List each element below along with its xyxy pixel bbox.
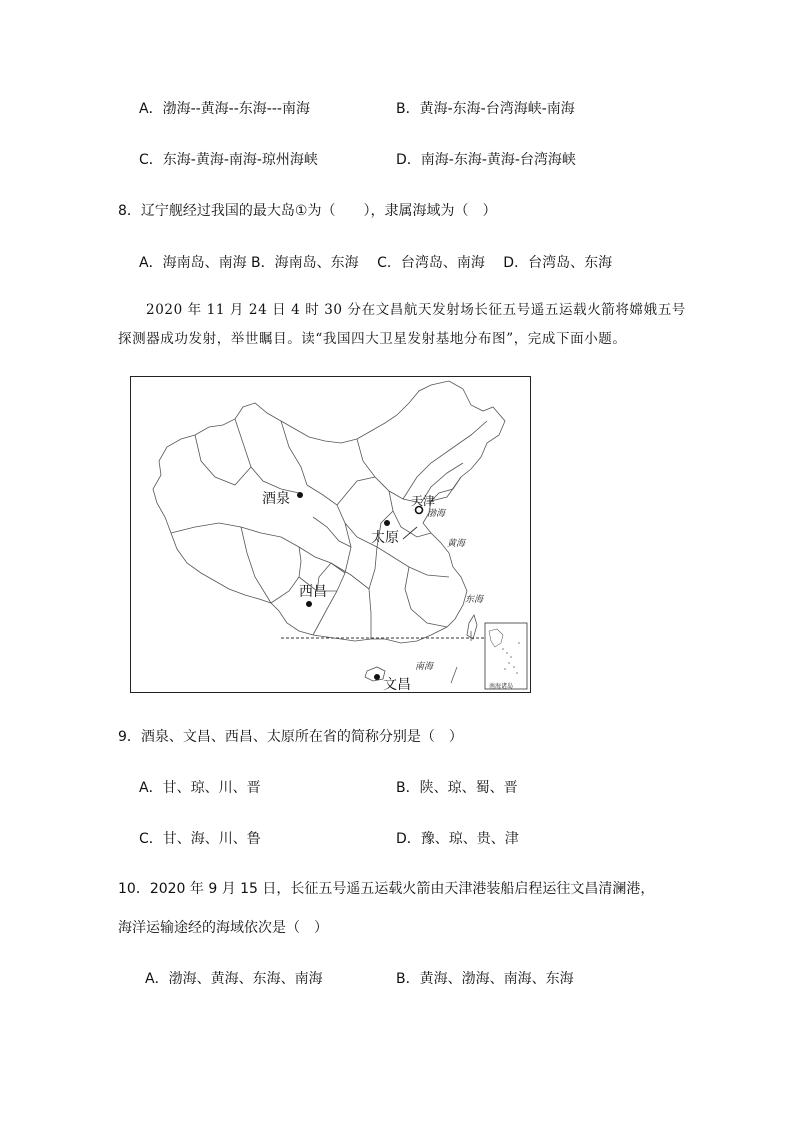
q9-option-d: D．豫、琼、贵、津 [396, 831, 519, 847]
q7-option-c: C．东海-黄海-南海-琼州海峡 [139, 152, 318, 168]
q7-option-d: D．南海-东海-黄海-台湾海峡 [396, 152, 576, 168]
q10-option-a: A．渤海、黄海、东海、南海 [145, 971, 323, 987]
q8-options: A．海南岛、南海 B．海南岛、东海 C．台湾岛、南海 D．台湾岛、东海 [139, 255, 613, 271]
intro-line-2: 探测器成功发射，举世瞩目。读“我国四大卫星发射基地分布图”，完成下面小题。 [118, 331, 627, 347]
label-jiuquan: 酒泉 [262, 491, 290, 507]
taiwan-island [467, 615, 477, 639]
label-nanhai: 南海 [415, 662, 434, 672]
label-huanghai: 黄海 [447, 539, 466, 549]
xichang-dot [306, 601, 312, 607]
q8-stem: 8．辽宁舰经过我国的最大岛①为（ ），隶属海域为（ ） [118, 203, 497, 219]
map-borders [153, 381, 505, 643]
q9-option-b: B．陕、琼、蜀、晋 [396, 780, 518, 796]
label-bohai: 渤海 [427, 509, 446, 519]
intro-line-1: 2020 年 11 月 24 日 4 时 30 分在文昌航天发射场长征五号遥五运载火箭将嫦娥五号 [146, 302, 686, 318]
wenchang-dot [374, 674, 380, 680]
taiyuan-dot [384, 520, 390, 526]
label-tianjin: 天津 [411, 494, 436, 508]
q9-stem: 9．酒泉、文昌、西昌、太原所在省的简称分别是（ ） [118, 729, 463, 745]
inset-box [485, 623, 527, 689]
taiyuan-pointer [403, 527, 417, 539]
q7-option-a: A．渤海--黄海--东海---南海 [139, 101, 310, 117]
q10-stem-line-2: 海洋运输途经的海域依次是（ ） [118, 920, 328, 936]
q9-option-c: C．甘、海、川、鲁 [139, 831, 261, 847]
boundary-mark-2 [451, 667, 457, 683]
china-map-drawing [131, 377, 529, 691]
label-wenchang: 文昌 [383, 677, 411, 691]
q7-option-b: B．黄海-东海-台湾海峡-南海 [396, 101, 575, 117]
label-xichang: 西昌 [299, 584, 327, 600]
jiuquan-dot [297, 492, 303, 498]
label-donghai: 东海 [465, 595, 484, 605]
label-nanhai-islands: 南海诸岛 [489, 683, 514, 690]
q10-option-b: B．黄海、渤海、南海、东海 [396, 971, 574, 987]
q9-option-a: A．甘、琼、川、晋 [139, 780, 261, 796]
label-taiyuan: 太原 [371, 530, 399, 546]
q10-stem-line-1: 10．2020 年 9 月 15 日，长征五号遥五运载火箭由天津港装船启程运往文昌清澜港， [118, 881, 655, 897]
china-launch-sites-map [130, 376, 531, 693]
